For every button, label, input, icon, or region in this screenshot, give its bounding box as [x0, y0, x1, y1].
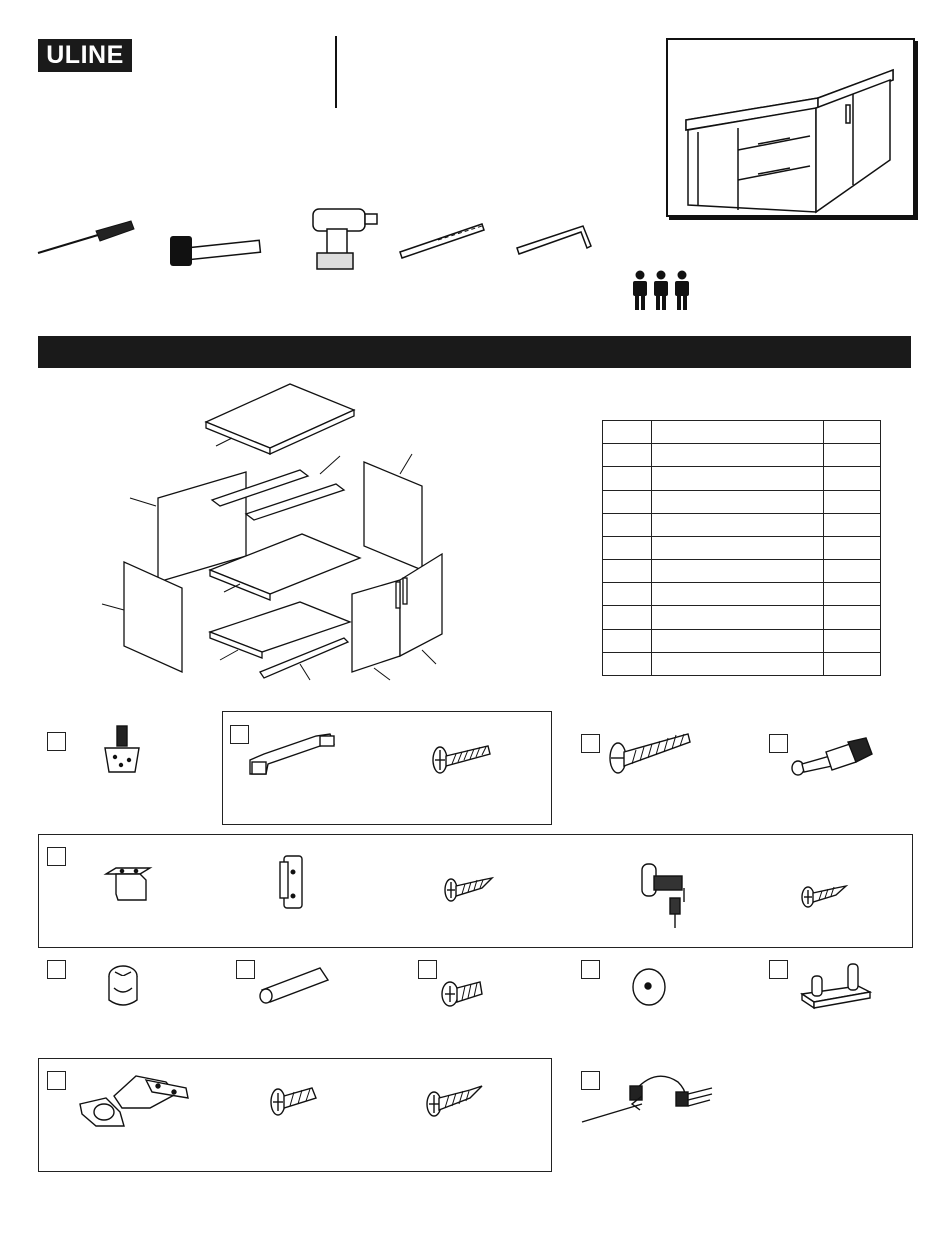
- table-cell: [652, 536, 824, 559]
- table-cell: [652, 652, 824, 675]
- table-cell: [603, 606, 652, 629]
- table-row: [603, 490, 881, 513]
- item-number-box: [769, 734, 788, 753]
- table-cell: [652, 490, 824, 513]
- item-number-box: [418, 960, 437, 979]
- three-people-icon: [630, 270, 692, 312]
- wood-dowel-icon: [254, 962, 334, 1006]
- table-row: [603, 606, 881, 629]
- table-cell: [603, 583, 652, 606]
- item-number-box: [236, 960, 255, 979]
- table-cell: [603, 629, 652, 652]
- handle-screw-icon: [430, 738, 494, 774]
- table-cell: [824, 536, 881, 559]
- parts-table: [602, 420, 881, 676]
- section-header-band: [38, 336, 911, 368]
- table-row: [603, 444, 881, 467]
- table-cell: [652, 629, 824, 652]
- leveler-foot-icon: [100, 724, 144, 776]
- table-row: [603, 513, 881, 536]
- table-cell: [652, 513, 824, 536]
- table-cell: [824, 629, 881, 652]
- table-cell: [824, 490, 881, 513]
- shelf-support-icon: [798, 958, 874, 1012]
- table-cell: [652, 560, 824, 583]
- power-drill-icon: [307, 205, 382, 275]
- exploded-parts-diagram: [100, 380, 460, 690]
- short-screw-icon: [440, 976, 486, 1010]
- cam-lock-icon: [104, 962, 142, 1012]
- table-row: [603, 560, 881, 583]
- screw-icon: [442, 870, 494, 904]
- table-cell: [824, 583, 881, 606]
- table-cell: [603, 536, 652, 559]
- table-row: [603, 536, 881, 559]
- table-cell: [824, 513, 881, 536]
- table-row: [603, 583, 881, 606]
- connector-bolt-icon: [606, 728, 694, 776]
- hinge-screw-icon: [268, 1082, 320, 1118]
- table-cell: [824, 560, 881, 583]
- item-number-box: [581, 960, 600, 979]
- table-row: [603, 629, 881, 652]
- logo-text: ULINE: [46, 41, 124, 69]
- table-cell: [824, 467, 881, 490]
- header-divider: [335, 36, 337, 108]
- l-bracket-icon: [104, 866, 152, 902]
- uline-logo: [38, 39, 132, 72]
- table-cell: [603, 652, 652, 675]
- shelf-bumper-icon: [628, 966, 670, 1008]
- small-screw-icon: [800, 880, 848, 910]
- drill-bit-icon: [398, 220, 488, 260]
- table-cell: [652, 444, 824, 467]
- hinge-icon: [76, 1068, 196, 1130]
- item-number-box: [47, 847, 66, 866]
- table-row: [603, 421, 881, 444]
- rubber-mallet-icon: [166, 232, 266, 272]
- hex-key-icon: [515, 220, 595, 260]
- table-cell: [824, 606, 881, 629]
- item-number-box: [581, 734, 600, 753]
- lock-with-keys-icon: [638, 858, 692, 932]
- table-cell: [824, 421, 881, 444]
- table-row: [603, 652, 881, 675]
- table-cell: [603, 513, 652, 536]
- screwdriver-icon: [36, 215, 136, 260]
- table-cell: [652, 421, 824, 444]
- item-number-box: [47, 960, 66, 979]
- table-cell: [603, 467, 652, 490]
- table-cell: [824, 444, 881, 467]
- table-cell: [652, 467, 824, 490]
- strike-plate-icon: [276, 852, 306, 912]
- item-number-box: [47, 1071, 66, 1090]
- table-cell: [603, 421, 652, 444]
- wood-screw-icon: [424, 1082, 484, 1120]
- handle-icon: [246, 730, 338, 778]
- table-cell: [652, 606, 824, 629]
- credenza-illustration: [668, 40, 913, 215]
- table-cell: [652, 583, 824, 606]
- item-number-box: [47, 732, 66, 751]
- product-image-frame: [666, 38, 915, 217]
- table-cell: [603, 444, 652, 467]
- item-number-box: [769, 960, 788, 979]
- cam-bolt-icon: [790, 734, 876, 778]
- table-cell: [824, 652, 881, 675]
- table-row: [603, 467, 881, 490]
- cable-tie-icon: [582, 1064, 722, 1126]
- table-cell: [603, 490, 652, 513]
- table-cell: [603, 560, 652, 583]
